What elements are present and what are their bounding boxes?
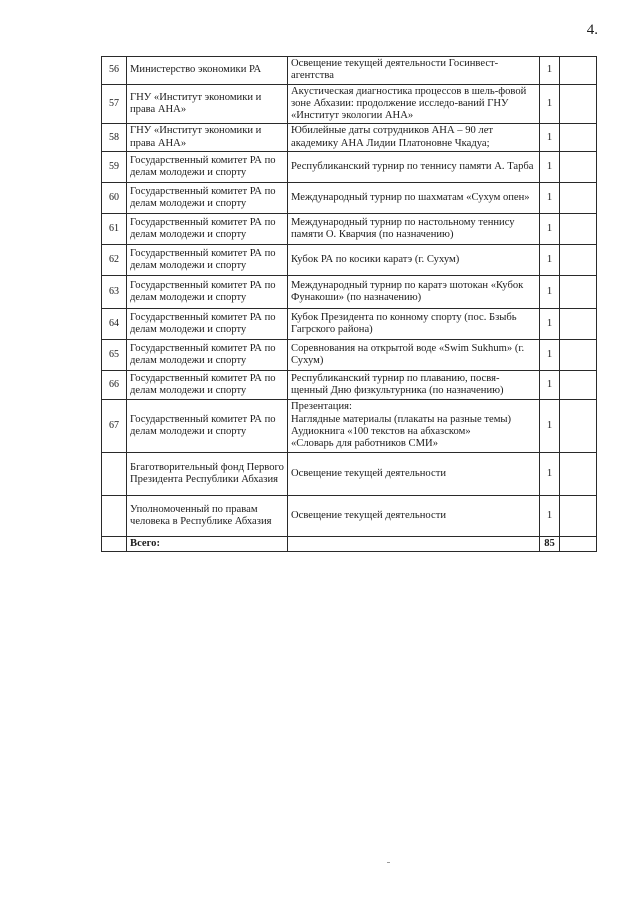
count-cell: 1 bbox=[540, 84, 560, 124]
event-cell bbox=[288, 245, 540, 276]
row-number bbox=[102, 496, 127, 537]
event-line: Аудиокнига «100 текстов на абхазском» bbox=[291, 426, 471, 438]
organization-cell: Государственный комитет РА по делам молодежи и спорту bbox=[127, 245, 288, 276]
organization-cell: Министерство экономики РА bbox=[127, 57, 288, 85]
organization-cell: Бгаготворительный фонд Первого Президента Республики Абхазия bbox=[127, 453, 288, 496]
blank-cell bbox=[560, 453, 597, 496]
blank-cell bbox=[560, 152, 597, 183]
event-line: Международный турнир по настольному теннису памяти О. Кварчия (по назначению) bbox=[291, 216, 515, 241]
table-row bbox=[102, 57, 597, 85]
event-cell bbox=[288, 84, 540, 124]
event-cell bbox=[288, 453, 540, 496]
total-count: 85 bbox=[540, 537, 560, 552]
table-row bbox=[102, 496, 597, 537]
event-cell bbox=[288, 496, 540, 537]
row-number: 57 bbox=[102, 84, 127, 124]
event-line: Освещение текущей деятельности bbox=[291, 509, 446, 521]
total-label: Всего: bbox=[127, 537, 288, 552]
organization-cell: Государственный комитет РА по делам молодежи и спорту bbox=[127, 214, 288, 245]
blank-cell bbox=[102, 537, 127, 552]
count-cell: 1 bbox=[540, 214, 560, 245]
event-line: Республиканский турнир по плаванию, посвя-щенный Дню физкультурника (по назначению) bbox=[291, 372, 504, 397]
organization-cell: Государственный комитет РА по делам молодежи и спорту bbox=[127, 309, 288, 340]
blank-cell bbox=[560, 183, 597, 214]
count-cell: 1 bbox=[540, 57, 560, 85]
table-row bbox=[102, 453, 597, 496]
organization-cell: ГНУ «Институт экономики и права АНА» bbox=[127, 84, 288, 124]
table-row bbox=[102, 400, 597, 453]
event-line: «Словарь для работников СМИ» bbox=[291, 438, 438, 450]
table-row bbox=[102, 340, 597, 371]
table-row bbox=[102, 245, 597, 276]
blank-cell bbox=[560, 214, 597, 245]
row-number: 67 bbox=[102, 400, 127, 453]
count-cell: 1 bbox=[540, 496, 560, 537]
count-cell: 1 bbox=[540, 453, 560, 496]
organization-cell: Государственный комитет РА по делам молодежи и спорту bbox=[127, 340, 288, 371]
table-row bbox=[102, 276, 597, 309]
row-number: 56 bbox=[102, 57, 127, 85]
table-row bbox=[102, 152, 597, 183]
event-line: Кубок РА по косики каратэ (г. Сухум) bbox=[291, 253, 460, 265]
organization-cell: ГНУ «Институт экономики и права АНА» bbox=[127, 124, 288, 152]
count-cell: 1 bbox=[540, 309, 560, 340]
event-cell bbox=[288, 276, 540, 309]
total-row bbox=[102, 537, 597, 552]
blank-cell bbox=[560, 400, 597, 453]
row-number: 60 bbox=[102, 183, 127, 214]
event-line: Республиканский турнир по теннису памяти А. Тарба bbox=[291, 160, 534, 172]
blank-cell bbox=[560, 84, 597, 124]
page-number: 4. bbox=[586, 22, 598, 38]
event-cell bbox=[288, 371, 540, 400]
count-cell: 1 bbox=[540, 245, 560, 276]
row-number: 61 bbox=[102, 214, 127, 245]
row-number: 65 bbox=[102, 340, 127, 371]
count-cell: 1 bbox=[540, 124, 560, 152]
event-cell bbox=[288, 57, 540, 85]
event-line: Освещение текущей деятельности bbox=[291, 467, 446, 479]
organization-cell: Государственный комитет РА по делам молодежи и спорту bbox=[127, 183, 288, 214]
event-line: Наглядные материалы (плакаты на разные темы) bbox=[291, 413, 512, 425]
organization-cell: Государственный комитет РА по делам молодежи и спорту bbox=[127, 152, 288, 183]
event-cell bbox=[288, 309, 540, 340]
event-cell bbox=[288, 183, 540, 214]
organization-cell: Государственный комитет РА по делам молодежи и спорту bbox=[127, 276, 288, 309]
table-row bbox=[102, 214, 597, 245]
event-line: Презентация: bbox=[291, 401, 352, 413]
event-line: Юбилейные даты сотрудников АНА – 90 лет академику АНА Лидии Платоновне Чкадуа; bbox=[291, 125, 494, 149]
event-line: Международный турнир по шахматам «Сухум опен» bbox=[291, 191, 530, 203]
event-cell bbox=[288, 214, 540, 245]
table-row bbox=[102, 124, 597, 152]
blank-cell bbox=[560, 245, 597, 276]
count-cell: 1 bbox=[540, 371, 560, 400]
row-number: 63 bbox=[102, 276, 127, 309]
blank-cell bbox=[560, 371, 597, 400]
event-line: Освещение текущей деятельности Госинвест-агентства bbox=[291, 58, 499, 82]
organization-cell: Уполномоченный по правам человека в Республике Абхазия bbox=[127, 496, 288, 537]
row-number: 64 bbox=[102, 309, 127, 340]
row-number: 62 bbox=[102, 245, 127, 276]
row-number: 59 bbox=[102, 152, 127, 183]
publications-table bbox=[101, 56, 597, 552]
organization-cell: Государственный комитет РА по делам молодежи и спорту bbox=[127, 400, 288, 453]
blank-cell bbox=[288, 537, 540, 552]
blank-cell bbox=[560, 124, 597, 152]
blank-cell bbox=[560, 57, 597, 85]
event-line: Международный турнир по каратэ шотокан «Кубок Фунакоши» (по назначению) bbox=[291, 279, 524, 304]
table-row bbox=[102, 183, 597, 214]
table-row bbox=[102, 84, 597, 124]
blank-cell bbox=[560, 276, 597, 309]
event-line: Кубок Президента по конному спорту (пос. Бзыбь Гагрского района) bbox=[291, 311, 517, 336]
scan-speck bbox=[387, 862, 390, 863]
event-cell bbox=[288, 400, 540, 453]
count-cell: 1 bbox=[540, 340, 560, 371]
blank-cell bbox=[560, 309, 597, 340]
blank-cell bbox=[560, 340, 597, 371]
event-line: Акустическая диагностика процессов в шель-фовой зоне Абхазии: продолжение исследо-ваний ГНУ «Институт экологии АНА» bbox=[291, 85, 527, 122]
event-cell bbox=[288, 152, 540, 183]
table-row bbox=[102, 371, 597, 400]
count-cell: 1 bbox=[540, 183, 560, 214]
organization-cell: Государственный комитет РА по делам молодежи и спорту bbox=[127, 371, 288, 400]
count-cell: 1 bbox=[540, 400, 560, 453]
blank-cell bbox=[560, 496, 597, 537]
row-number: 66 bbox=[102, 371, 127, 400]
event-line: Соревнования на открытой воде «Swim Sukhum» (г. Сухум) bbox=[291, 342, 525, 367]
event-cell bbox=[288, 124, 540, 152]
table-row bbox=[102, 309, 597, 340]
count-cell: 1 bbox=[540, 276, 560, 309]
event-cell bbox=[288, 340, 540, 371]
row-number: 58 bbox=[102, 124, 127, 152]
blank-cell bbox=[560, 537, 597, 552]
row-number bbox=[102, 453, 127, 496]
count-cell: 1 bbox=[540, 152, 560, 183]
